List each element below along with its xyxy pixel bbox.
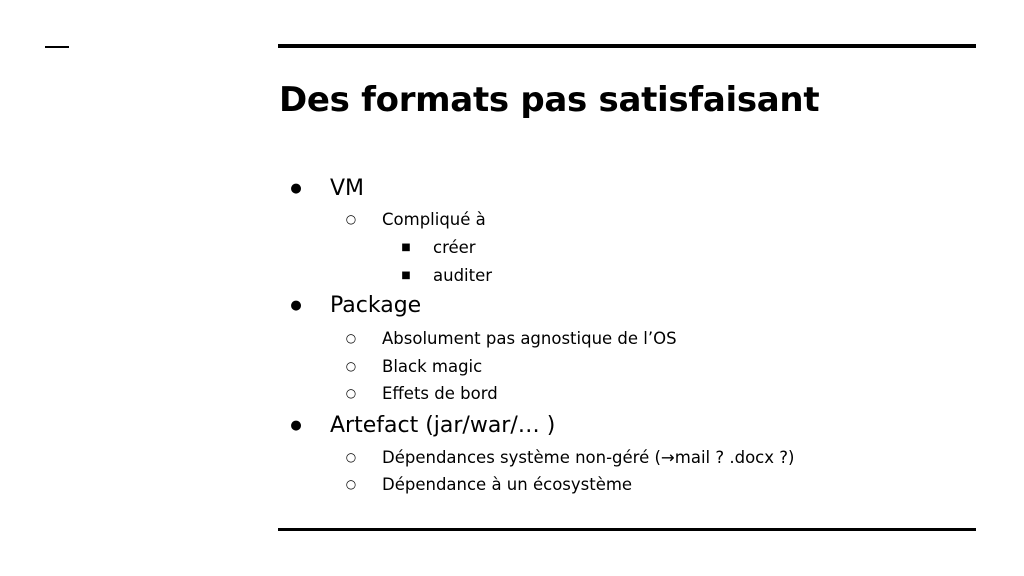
bullet-text: Dépendances système non-géré (→mail ? .docx ?) — [382, 447, 795, 467]
bullet-item-artefact — [290, 411, 556, 439]
square-bullet-icon: ■ — [401, 241, 411, 253]
hollow-circle-bullet-icon: ○ — [345, 450, 357, 464]
hollow-circle-bullet-icon: ○ — [345, 386, 357, 400]
bottom-rule — [278, 528, 976, 531]
bullet-text: Black magic — [382, 356, 483, 376]
sub-sub-bullet-item — [401, 233, 476, 261]
hollow-circle-bullet-icon: ○ — [345, 477, 357, 491]
square-bullet-icon: ■ — [401, 269, 411, 281]
bullet-text: Artefact (jar/war/… ) — [330, 412, 556, 438]
bullet-text: Effets de bord — [382, 383, 498, 403]
filled-circle-bullet-icon: ● — [290, 297, 302, 313]
filled-circle-bullet-icon: ● — [290, 180, 302, 196]
hollow-circle-bullet-icon: ○ — [345, 331, 357, 345]
bullet-text: Compliqué à — [382, 209, 486, 229]
filled-circle-bullet-icon: ● — [290, 417, 302, 433]
sub-bullet-item — [345, 324, 677, 352]
sub-bullet-item — [345, 205, 486, 233]
sub-bullet-item — [345, 379, 498, 407]
sub-sub-bullet-item — [401, 261, 493, 289]
bullet-text: Dépendance à un écosystème — [382, 474, 633, 494]
hollow-circle-bullet-icon: ○ — [345, 359, 357, 373]
bullet-text: créer — [433, 237, 476, 257]
bullet-item-package — [290, 291, 422, 319]
bullet-text: VM — [330, 175, 365, 201]
slide-title: Des formats pas satisfaisant — [279, 80, 820, 120]
bullet-item-vm — [290, 174, 365, 202]
sub-bullet-item — [345, 443, 795, 471]
bullet-text: Absolument pas agnostique de l’OS — [382, 328, 677, 348]
bullet-text: Package — [330, 292, 422, 318]
hollow-circle-bullet-icon: ○ — [345, 212, 357, 226]
sub-bullet-item — [345, 470, 633, 498]
sub-bullet-item — [345, 352, 483, 380]
bullet-text: auditer — [433, 265, 493, 285]
